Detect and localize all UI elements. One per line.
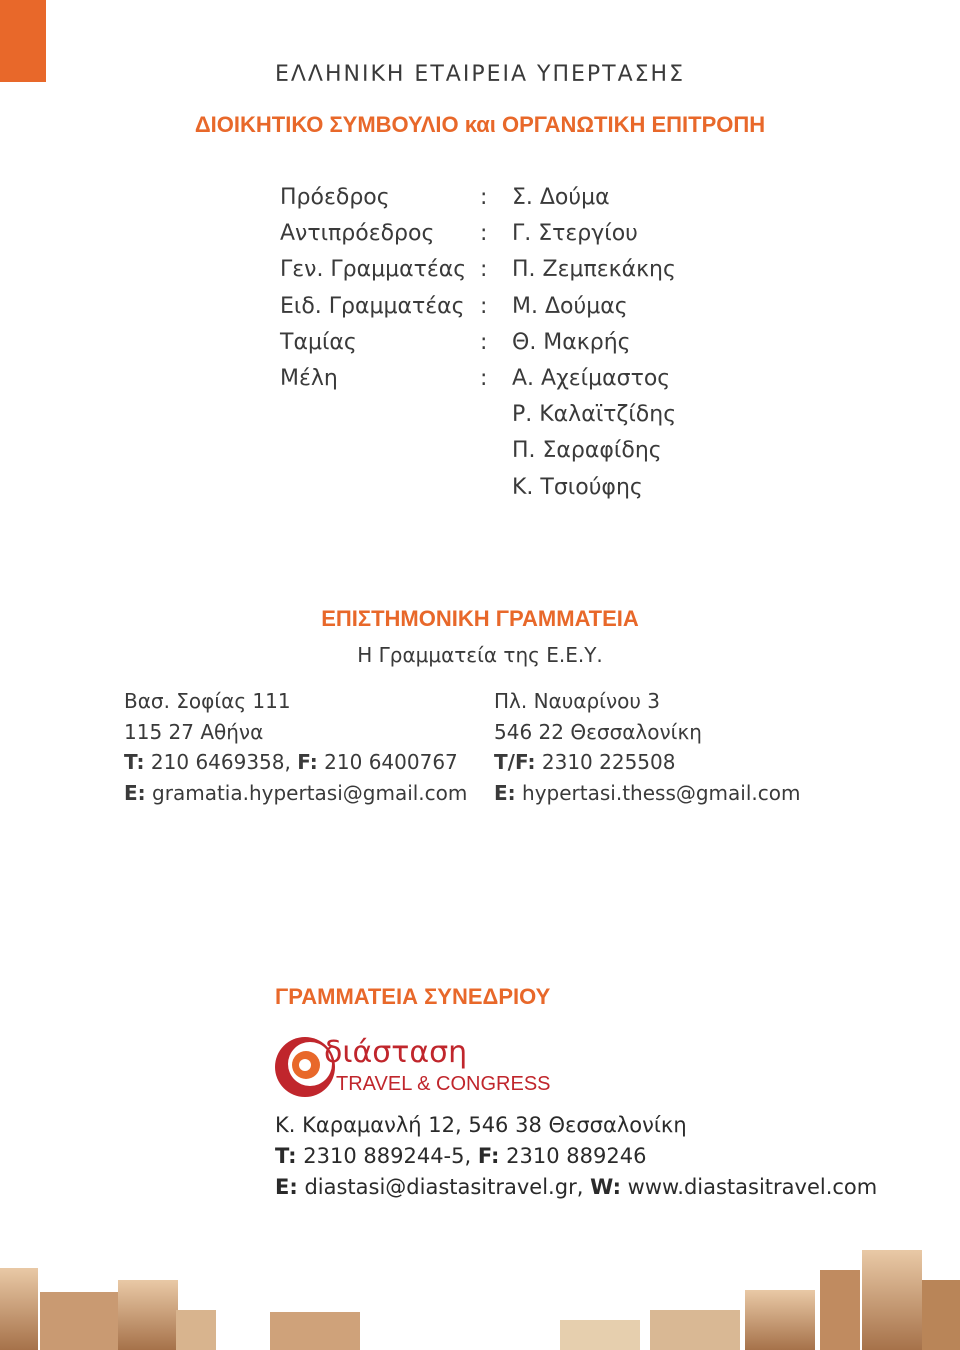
phone-label: T: bbox=[124, 750, 145, 774]
board-member-name: Π. Ζεμπεκάκης bbox=[512, 257, 676, 283]
stone-block bbox=[560, 1320, 640, 1350]
column-capital bbox=[862, 1250, 922, 1350]
thessaloniki-street: Πλ. Ναυαρίνου 3 bbox=[494, 689, 661, 713]
board-list bbox=[280, 180, 676, 506]
thessaloniki-city: 546 22 Θεσσαλονίκη bbox=[494, 719, 702, 744]
board-member-name: Κ. Τσιούφης bbox=[512, 474, 643, 500]
board-member-name: Γ. Στεργίου bbox=[512, 221, 638, 247]
board-row bbox=[280, 325, 676, 361]
column-fragment bbox=[820, 1270, 860, 1350]
board-heading: ΔΙΟΙΚΗΤΙΚΟ ΣΥΜΒΟΥΛΙΟ και ΟΡΓΑΝΩΤΙΚΗ ΕΠΙΤΡΟΠΗ bbox=[194, 112, 766, 137]
thessaloniki-phone-fax: 2310 225508 bbox=[541, 750, 676, 774]
phone-fax-label: T/F: bbox=[494, 750, 536, 774]
board-row bbox=[280, 252, 676, 288]
conference-website[interactable]: www.diastasitravel.com bbox=[627, 1175, 878, 1199]
athens-fax: 210 6400767 bbox=[324, 750, 458, 774]
board-row bbox=[280, 289, 676, 325]
logo-wordmark: διάσταση bbox=[324, 1035, 468, 1070]
board-role: Πρόεδρος bbox=[280, 185, 390, 210]
board-role: Γεν. Γραμματέας bbox=[280, 257, 467, 283]
athens-email-line bbox=[124, 778, 467, 809]
stone-block bbox=[176, 1310, 216, 1350]
stone-block bbox=[270, 1312, 360, 1350]
board-row bbox=[280, 180, 676, 216]
logo-tagline: TRAVEL & CONGRESS bbox=[336, 1073, 551, 1095]
conference-web-line bbox=[275, 1172, 877, 1203]
conference-phone-line bbox=[275, 1141, 877, 1172]
thessaloniki-address-block bbox=[494, 686, 800, 808]
board-role: Μέλη bbox=[280, 365, 338, 391]
board-colon: : bbox=[480, 185, 488, 210]
board-member-name: Σ. Δούμα bbox=[512, 185, 610, 210]
column-fragment bbox=[922, 1280, 960, 1350]
web-label: W: bbox=[590, 1175, 621, 1199]
thessaloniki-phone-line bbox=[494, 747, 800, 778]
conference-address: Κ. Καραμανλή 12, 546 38 Θεσσαλονίκη bbox=[275, 1113, 687, 1137]
column-drum bbox=[118, 1280, 178, 1350]
athens-city: 115 27 Αθήνα bbox=[124, 719, 264, 744]
board-row bbox=[280, 433, 676, 469]
diastasi-logo bbox=[272, 1030, 572, 1100]
board-role bbox=[280, 433, 480, 469]
athens-address-block bbox=[124, 686, 467, 808]
board-colon bbox=[480, 397, 512, 433]
phone-label: T: bbox=[275, 1144, 297, 1168]
email-label: E: bbox=[275, 1175, 298, 1199]
thessaloniki-email-line bbox=[494, 778, 800, 809]
conference-email[interactable]: diastasi@diastasitravel.gr, bbox=[304, 1175, 584, 1199]
board-colon: : bbox=[480, 221, 488, 247]
fax-label: F: bbox=[477, 1144, 500, 1168]
conference-contact-block bbox=[275, 1110, 877, 1203]
board-colon: : bbox=[480, 365, 488, 391]
board-role bbox=[280, 470, 480, 506]
board-member-name: Θ. Μακρής bbox=[512, 329, 631, 355]
column-fragment bbox=[0, 1268, 38, 1350]
board-role: Ταμίας bbox=[280, 329, 357, 355]
conference-secretariat-heading: ΓΡΑΜΜΑΤΕΙΑ ΣΥΝΕΔΡΙΟΥ bbox=[275, 984, 551, 1009]
email-label: E: bbox=[124, 780, 146, 805]
stone-block bbox=[650, 1310, 740, 1350]
board-row bbox=[280, 216, 676, 252]
board-colon: : bbox=[480, 329, 488, 355]
scientific-secretariat-heading: ΕΠΙΣΤΗΜΟΝΙΚΗ ΓΡΑΜΜΑΤΕΙΑ bbox=[321, 606, 639, 631]
board-role: Ειδ. Γραμματέας bbox=[280, 293, 465, 319]
thessaloniki-email[interactable]: hypertasi.thess@gmail.com bbox=[522, 780, 801, 805]
athens-phone-line bbox=[124, 747, 467, 778]
board-member-name: Ρ. Καλαϊτζίδης bbox=[512, 402, 677, 428]
stone-block bbox=[40, 1292, 120, 1350]
athens-phone: 210 6469358, bbox=[150, 750, 291, 774]
conference-fax: 2310 889246 bbox=[506, 1144, 647, 1168]
board-member-name: Α. Αχείμαστος bbox=[512, 365, 671, 391]
board-colon: : bbox=[480, 293, 488, 319]
board-colon: : bbox=[480, 257, 488, 283]
fax-label: F: bbox=[297, 750, 318, 774]
column-drum bbox=[745, 1290, 815, 1350]
athens-street: Βασ. Σοφίας 111 bbox=[124, 689, 291, 713]
board-colon bbox=[480, 470, 512, 506]
board-row bbox=[280, 470, 676, 506]
board-member-name: Π. Σαραφίδης bbox=[512, 438, 662, 464]
board-member-name: Μ. Δούμας bbox=[512, 293, 628, 319]
logo-sun-core bbox=[299, 1059, 311, 1071]
scientific-secretariat-subheading: Η Γραμματεία της Ε.Ε.Υ. bbox=[357, 643, 603, 667]
athens-email[interactable]: gramatia.hypertasi@gmail.com bbox=[152, 780, 468, 805]
board-role bbox=[280, 397, 480, 433]
board-row bbox=[280, 361, 676, 397]
conference-phone: 2310 889244-5, bbox=[303, 1144, 472, 1168]
email-label: E: bbox=[494, 780, 516, 805]
society-title: ΕΛΛΗΝΙΚΗ ΕΤΑΙΡΕΙΑ ΥΠΕΡΤΑΣΗΣ bbox=[274, 62, 685, 87]
board-colon bbox=[480, 433, 512, 469]
board-role: Αντιπρόεδρος bbox=[280, 221, 435, 247]
ancient-ruins-image bbox=[0, 1240, 960, 1350]
board-row bbox=[280, 397, 676, 433]
